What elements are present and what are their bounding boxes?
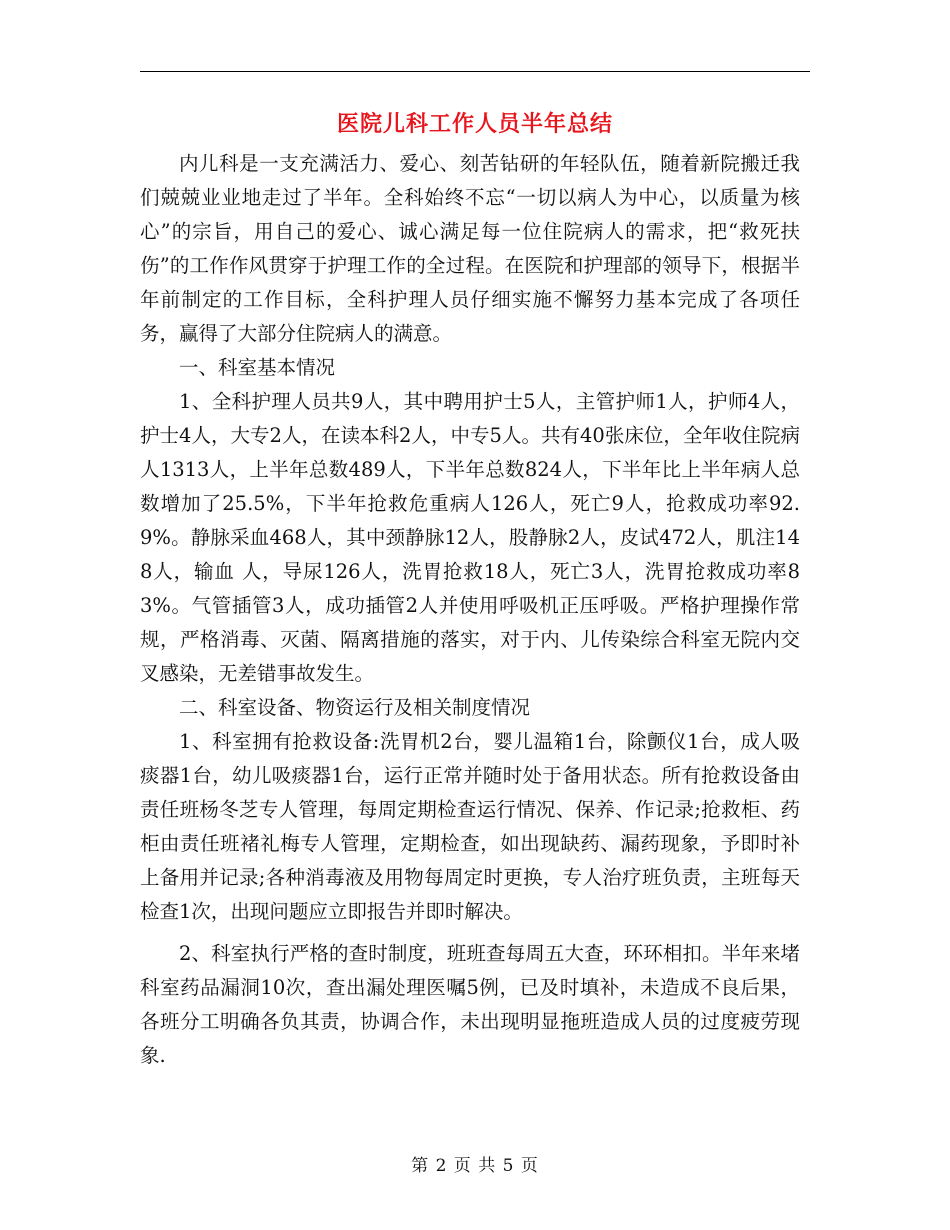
paragraph-inspection-system: 2、科室执行严格的查时制度，班班查每周五大查，环环相扣。半年来堵科室药品漏洞10次，查出漏处理医嘱5例，已及时填补，未造成不良后果，各班分工明确各负其责，协调合作，未出现明显拖班造成人员的过度疲劳现象. (140, 942, 800, 1067)
paragraph-equipment: 1、科室拥有抢救设备:洗胃机2台，婴儿温箱1台，除颤仪1台，成人吸痰器1台，幼儿吸痰器1台，运行正常并随时处于备用状态。所有抢救设备由责任班杨冬芝专人管理，每周定期检查运行情况、保养、作记录;抢救柜、药柜由责任班褚礼梅专人管理，定期检查，如出现缺药、漏药现象，予即时补上备用并记录;各种消毒液及用物每周定时更换，专人治疗班负责，主班每天检查1次，出现问题应立即报告并即时解决。 (140, 730, 800, 923)
section-heading-basic-info: 一、科室基本情况 (179, 356, 336, 379)
header-rule (140, 71, 810, 72)
page-number-footer: 第 2 页 共 5 页 (411, 1156, 539, 1176)
section-heading-equipment: 二、科室设备、物资运行及相关制度情况 (179, 696, 531, 719)
document-title: 医院儿科工作人员半年总结 (336, 111, 613, 137)
document-body (140, 147, 800, 1073)
paragraph-intro: 内儿科是一支充满活力、爱心、刻苦钻研的年轻队伍，随着新院搬迁我们兢兢业业地走过了半年。全科始终不忘“一切以病人为中心，以质量为核心”的宗旨，用自己的爱心、诚心满足每一位住院病人的需求，把“救死扶伤”的工作作风贯穿于护理工作的全过程。在医院和护理部的领导下，根据半年前制定的工作目标，全科护理人员仔细实施不懈努力基本完成了各项任务，赢得了大部分住院病人的满意。 (140, 152, 800, 345)
paragraph-staff-statistics: 1、全科护理人员共9人，其中聘用护士5人，主管护师1人，护师4人，护士4人，大专2人，在读本科2人，中专5人。共有40张床位，全年收住院病人1313人，上半年总数489人，下半年总数824人，下半年比上半年病人总数增加了25.5%，下半年抢救危重病人126人，死亡9人，抢救成功率92.9%。静脉采血468人，其中颈静脉12人，股静脉2人，皮试472人，肌注148人，输血 人，导尿126人，洗胃抢救18人，死亡3人，洗胃抢救成功率83%。气管插管3人，成功插管2人并使用呼吸机正压呼吸。严格护理操作常规，严格消毒、灭菌、隔离措施的落实，对于内、儿传染综合科室无院内交叉感染，无差错事故发生。 (140, 390, 800, 685)
